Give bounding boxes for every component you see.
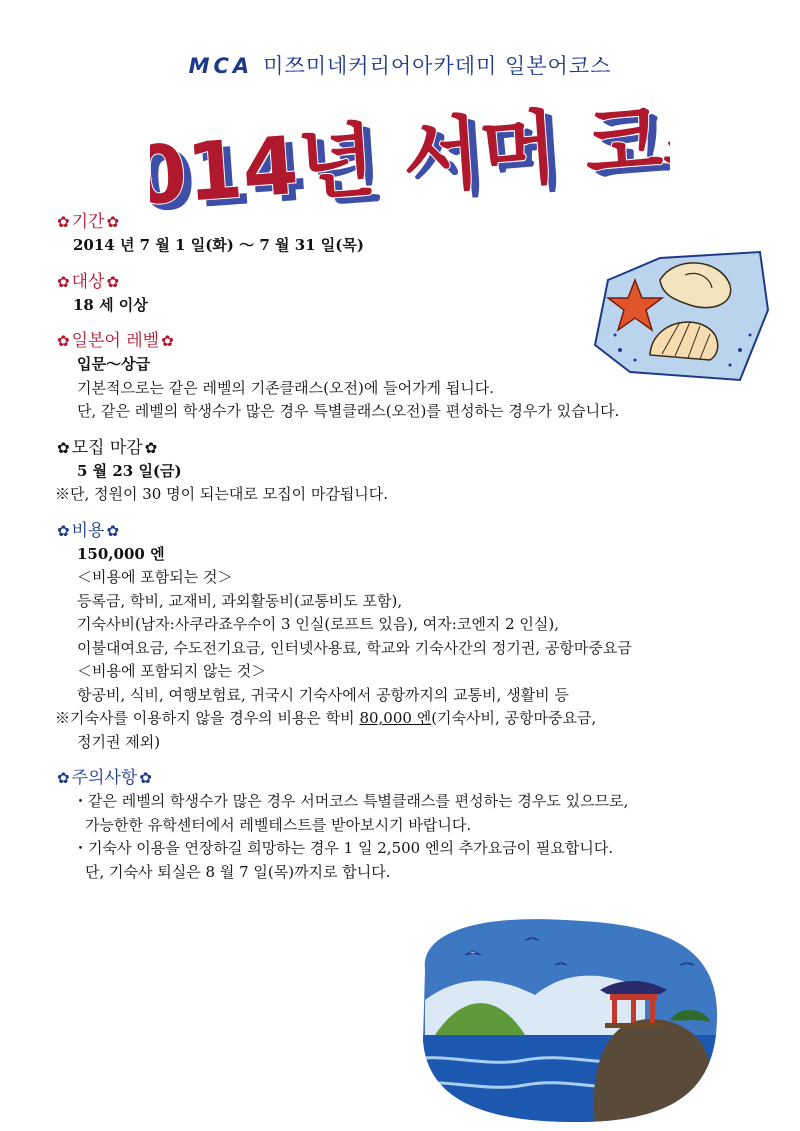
target-heading-text: 대상 bbox=[71, 271, 105, 292]
flower-icon: ✿ bbox=[57, 769, 70, 787]
section-target bbox=[55, 270, 785, 318]
period-heading bbox=[55, 210, 785, 234]
title-graphic bbox=[150, 82, 670, 222]
section-notice bbox=[55, 766, 785, 884]
period-date: 2014 년 7 월 1 일(화) ～ 7 월 31 일(목) bbox=[73, 236, 364, 254]
target-age: 18 세 이상 bbox=[73, 295, 148, 314]
cost-included-1: 등록금, 학비, 교재비, 과외활동비(교통비도 포함), bbox=[77, 591, 403, 610]
deadline-heading bbox=[55, 436, 785, 460]
notice-heading bbox=[55, 766, 785, 790]
level-heading bbox=[55, 329, 785, 353]
coastal-pavilion-illustration bbox=[405, 910, 725, 1125]
level-note-1: 기본적으로는 같은 레벨의 기존클래스(오전)에 들어가게 됩니다. bbox=[77, 378, 495, 397]
flower-icon: ✿ bbox=[57, 332, 70, 350]
cost-included-3: 이불대여요금, 수도전기요금, 인터넷사용료, 학교와 기숙사간의 정기권, 공항마중요금 bbox=[77, 638, 632, 657]
flower-icon: ✿ bbox=[106, 272, 120, 291]
cost-note-amount: 80,000 엔 bbox=[359, 709, 432, 727]
flower-icon: ✿ bbox=[57, 521, 70, 540]
flower-icon: ✿ bbox=[57, 213, 70, 231]
cost-heading bbox=[55, 519, 785, 543]
cost-note bbox=[55, 707, 785, 731]
header bbox=[0, 50, 800, 80]
deadline-heading-text: 모집 마감 bbox=[71, 437, 143, 458]
content bbox=[55, 210, 785, 896]
cost-note-suffix: (기숙사비, 공항마중요금, bbox=[431, 709, 597, 727]
cost-excluded-1: 항공비, 식비, 여행보험료, 귀국시 기숙사에서 공항까지의 교통비, 생활비 등 bbox=[77, 685, 569, 704]
section-level bbox=[55, 329, 785, 424]
target-heading bbox=[55, 270, 785, 294]
period-heading-text: 기간 bbox=[71, 212, 105, 232]
section-period bbox=[55, 210, 785, 258]
flower-icon: ✿ bbox=[139, 769, 152, 787]
cost-note-prefix: ※기숙사를 이용하지 않을 경우의 비용은 학비 bbox=[55, 709, 360, 727]
school-name: 미쯔미네커리어아카데미 일본어코스 bbox=[263, 54, 612, 78]
notice-item-2-line-2: 단, 기숙사 퇴실은 8 월 7 일(목)까지로 합니다. bbox=[85, 862, 391, 881]
flower-icon: ✿ bbox=[57, 438, 70, 457]
cost-note-line-2: 정기권 제외) bbox=[77, 732, 161, 751]
section-deadline bbox=[55, 436, 785, 507]
notice-item-1-line-2: 가능한한 유학센터에서 레벨테스트를 받아보시기 바랍니다. bbox=[85, 815, 472, 834]
notice-item-2-line-1: ・기숙사 이용을 연장하길 희망하는 경우 1 일 2,500 엔의 추가요금이 필요합니다. bbox=[73, 839, 614, 857]
notice-heading-text: 주의사항 bbox=[71, 768, 138, 788]
flower-icon: ✿ bbox=[161, 332, 174, 350]
cost-included-2: 기숙사비(남자:사쿠라죠우수이 3 인실(로프트 있음), 여자:코엔지 2 인실), bbox=[77, 615, 559, 633]
level-range: 입문～상급 bbox=[77, 355, 150, 373]
flower-icon: ✿ bbox=[106, 521, 120, 540]
title-shadow: 2014년 서머 코스 bbox=[150, 94, 670, 222]
flower-icon: ✿ bbox=[57, 272, 70, 291]
brand: MCA bbox=[188, 54, 254, 78]
flower-icon: ✿ bbox=[106, 213, 120, 231]
level-note-2: 단, 같은 레벨의 학생수가 많은 경우 특별클래스(오전)를 편성하는 경우가 있습니다. bbox=[77, 402, 620, 420]
cost-heading-text: 비용 bbox=[71, 520, 105, 541]
deadline-note: ※단, 정원이 30 명이 되는대로 모집이 마감됩니다. bbox=[55, 485, 389, 503]
title-text: 2014년 서머 코스 bbox=[150, 88, 670, 222]
notice-item-1-line-1: ・같은 레벨의 학생수가 많은 경우 서머코스 특별클래스를 편성하는 경우도 있으므로, bbox=[73, 792, 629, 810]
level-heading-text: 일본어 레벨 bbox=[71, 331, 160, 351]
cost-excluded-label: ＜비용에 포함되지 않는 것＞ bbox=[77, 662, 267, 680]
cost-included-label: ＜비용에 포함되는 것＞ bbox=[77, 568, 233, 586]
cost-amount: 150,000 엔 bbox=[77, 544, 165, 563]
deadline-date: 5 월 23 일(금) bbox=[77, 461, 182, 480]
page-title bbox=[150, 82, 670, 222]
section-cost bbox=[55, 519, 785, 755]
flower-icon: ✿ bbox=[144, 438, 158, 457]
